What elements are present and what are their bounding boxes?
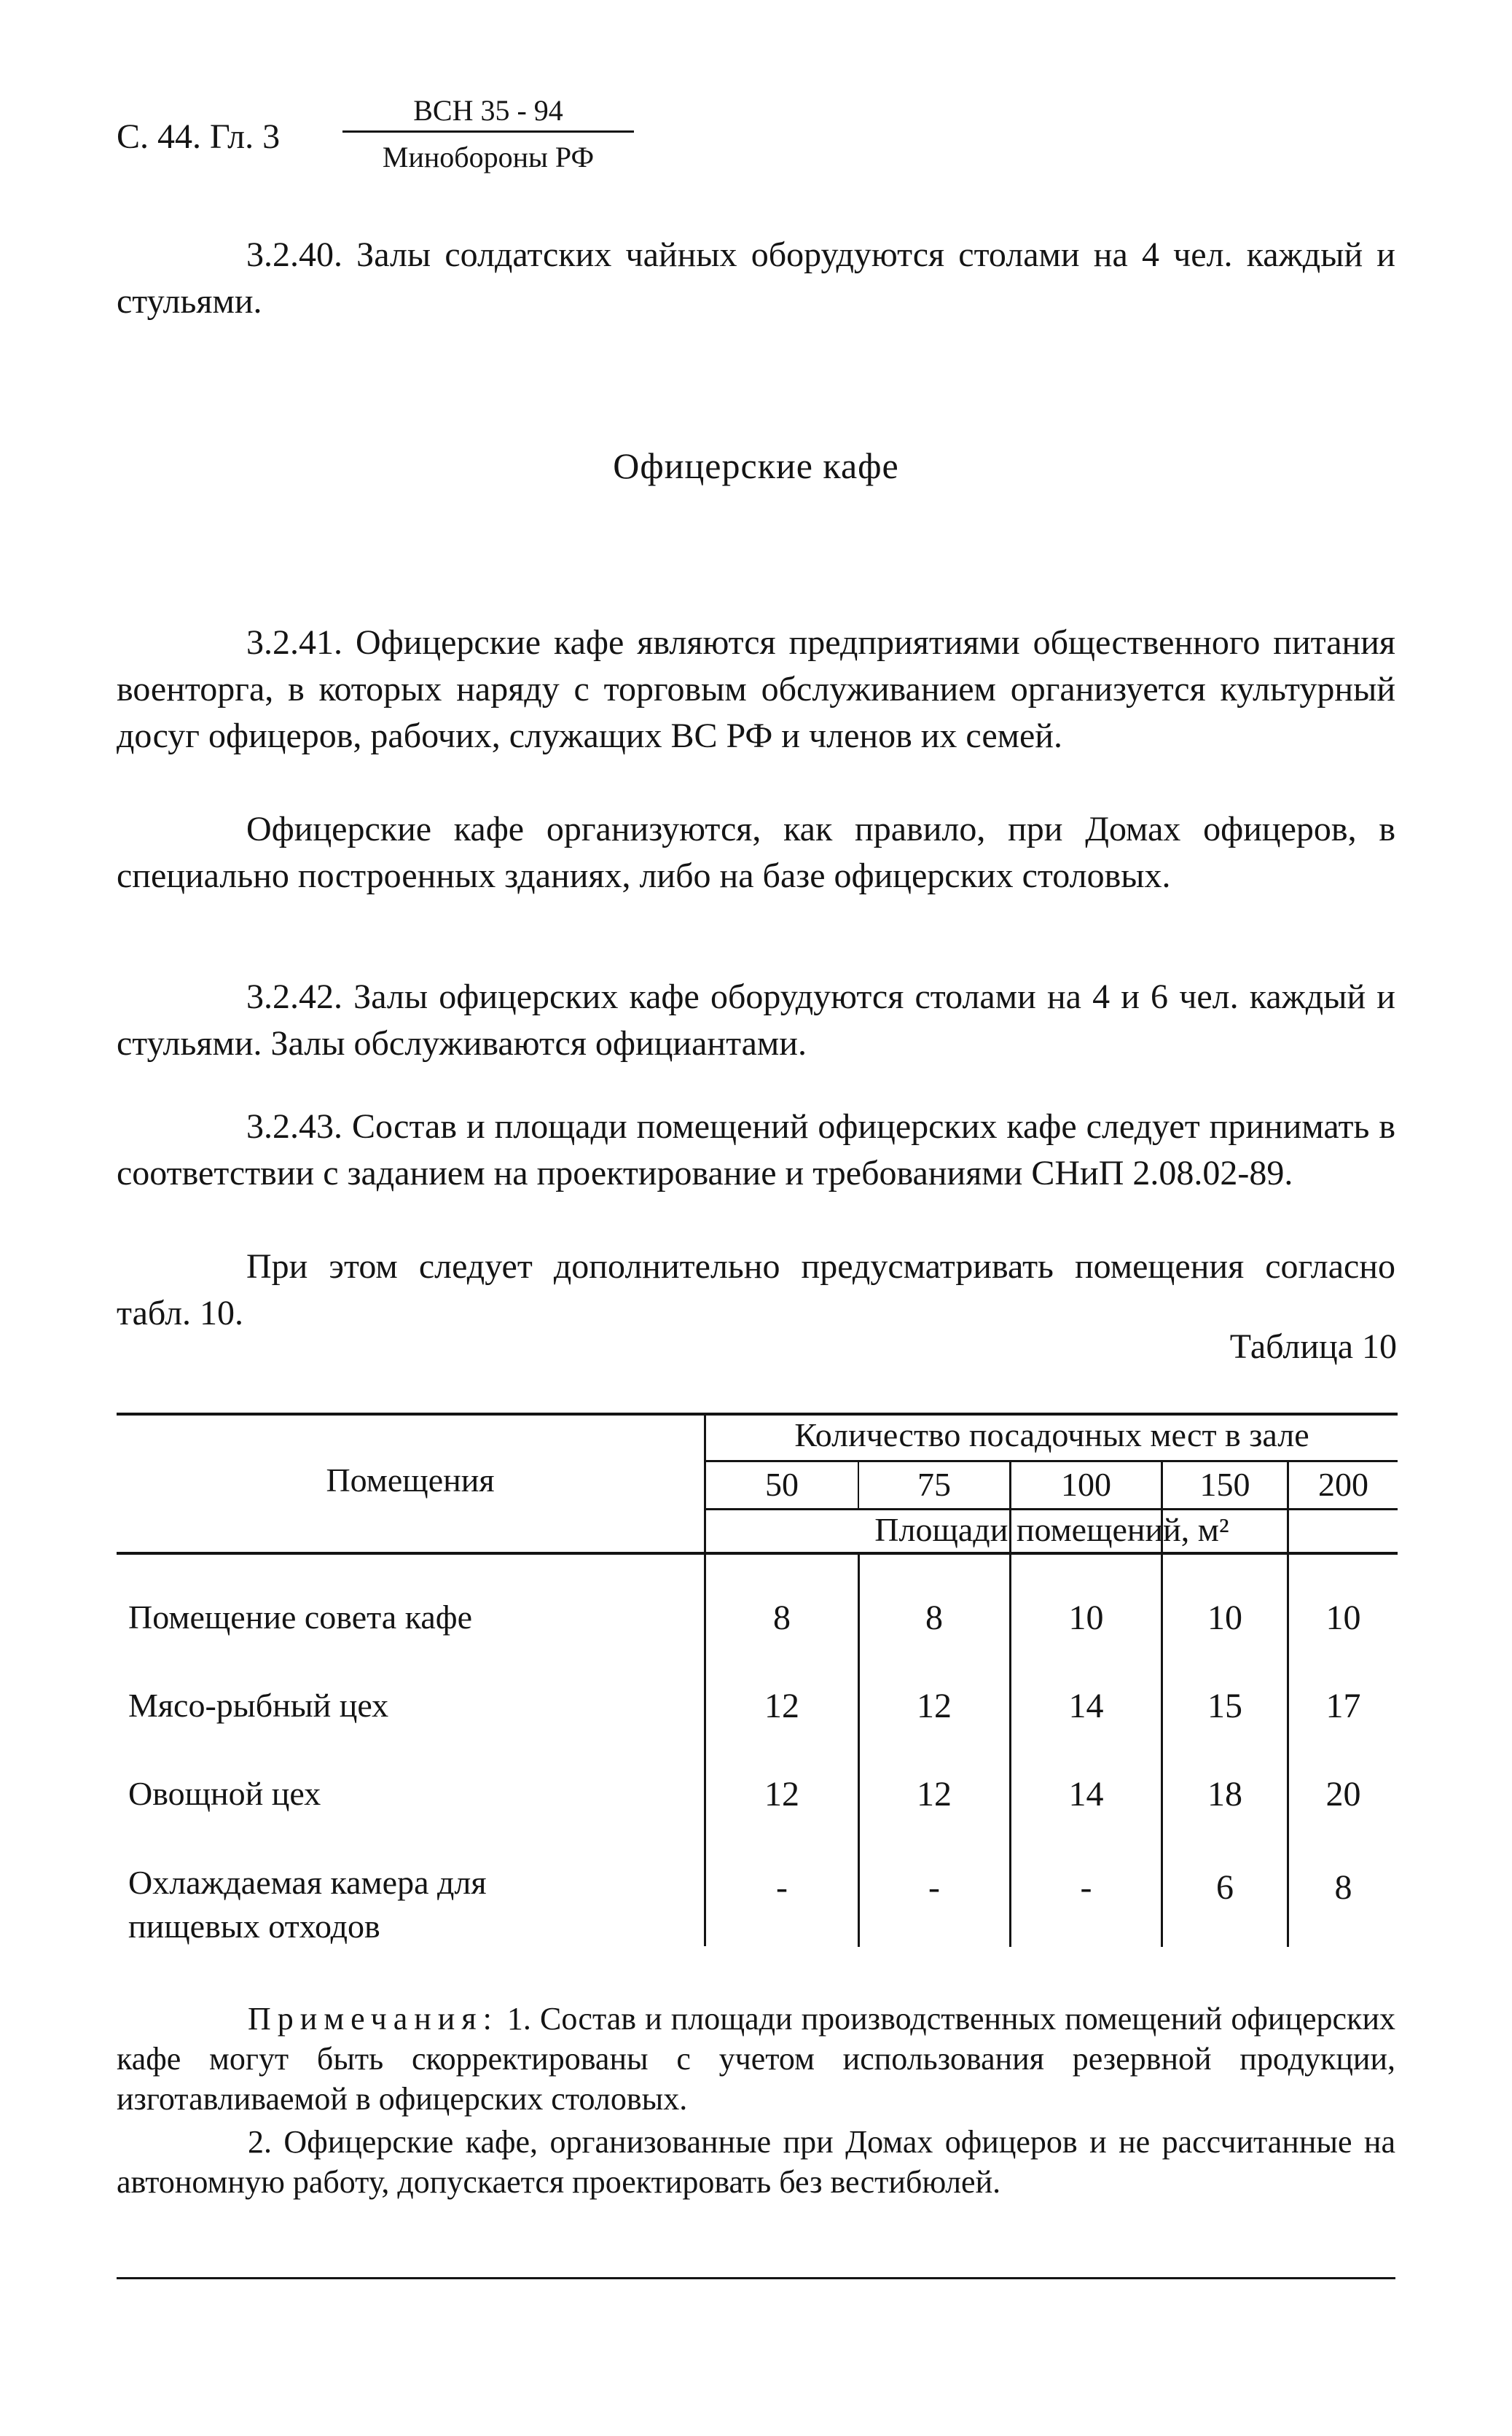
table-row-name: Овощной цех <box>128 1775 321 1812</box>
table-cell: 10 <box>1325 1598 1361 1637</box>
table-cell: 14 <box>1068 1687 1104 1725</box>
note-2: 2. Офицерские кафе, организованные при Домах офицеров и не рассчитанные на автономную работу, допускается проектировать без вестибюлей. <box>117 2124 1395 2200</box>
table-cell: 6 <box>1216 1868 1234 1907</box>
table-cell: 12 <box>917 1775 952 1814</box>
table-cell: 14 <box>1068 1775 1104 1814</box>
table-cell: 15 <box>1207 1687 1242 1725</box>
page-reference: С. 44. Гл. 3 <box>117 117 281 156</box>
document-code: ВСН 35 - 94 <box>342 93 634 133</box>
header-seats-rule <box>705 1460 1398 1462</box>
seat-count-100: 100 <box>1061 1466 1111 1503</box>
table-cell: 12 <box>764 1687 799 1725</box>
table-cell: 18 <box>1207 1775 1242 1814</box>
ministry-name: Минобороны РФ <box>382 141 595 173</box>
seat-count-50: 50 <box>765 1466 799 1503</box>
paragraph-3-2-40: 3.2.40. Залы солдатских чайных оборудуются столами на 4 чел. каждый и стульями. <box>117 235 1395 321</box>
table-cell: 10 <box>1207 1598 1242 1637</box>
table-cell: - <box>776 1868 788 1907</box>
table-cell: 12 <box>917 1687 952 1725</box>
seat-count-75: 75 <box>917 1466 951 1503</box>
table-cell: 10 <box>1068 1598 1104 1637</box>
table-cell: - <box>928 1868 940 1907</box>
table-row-name: Охлаждаемая камера для <box>128 1864 487 1901</box>
header-bottom-rule <box>117 1552 1398 1555</box>
table-cell: - <box>1080 1868 1092 1907</box>
table-row-name-cont: пищевых отходов <box>128 1908 380 1945</box>
header-area: Площади помещений, м² <box>874 1511 1229 1548</box>
table-row-name: Помещение совета кафе <box>128 1598 473 1636</box>
table-cell: 17 <box>1325 1687 1361 1725</box>
header-seats: Количество посадочных мест в зале <box>794 1416 1309 1453</box>
seat-count-150: 150 <box>1199 1466 1250 1503</box>
paragraph-3-2-41-cont: Офицерские кафе организуются, как правило, при Домах офицеров, в специально построенных зданиях, либо на базе офицерских столовых. <box>117 810 1395 895</box>
table-cell: 12 <box>764 1775 799 1814</box>
note-1-text: 1. Состав и площади производственных помещений офицерских кафе могут быть скорректированы с учетом использования резервной продукции, изготавливаемой в офицерских столовых. <box>117 2001 1396 2117</box>
section-title: Офицерские кафе <box>613 445 899 486</box>
table-cell: 20 <box>1325 1775 1361 1814</box>
paragraph-3-2-43: 3.2.43. Состав и площади помещений офицерских кафе следует принимать в соответствии с заданием на проектирование и требованиями СНиП 2.08.02-89. <box>117 1107 1395 1192</box>
paragraph-3-2-43-cont: При этом следует дополнительно предусматривать помещения согласно табл. 10. <box>117 1247 1395 1332</box>
note-1 <box>117 1999 1395 2119</box>
table-row-name: Мясо-рыбный цех <box>128 1687 389 1724</box>
table-cell: 8 <box>925 1598 943 1637</box>
paragraph-3-2-42: 3.2.42. Залы офицерских кафе оборудуются столами на 4 и 6 чел. каждый и стульями. Залы обслуживаются официантами. <box>117 977 1395 1063</box>
seat-count-200: 200 <box>1318 1466 1368 1503</box>
table-cell: 8 <box>773 1598 791 1637</box>
table-caption: Таблица 10 <box>1229 1327 1397 1366</box>
notes-label: Примечания: <box>248 2001 498 2037</box>
table-cell: 8 <box>1334 1868 1352 1907</box>
paragraph-3-2-41: 3.2.41. Офицерские кафе являются предприятиями общественного питания военторга, в которых наряду с торговым обслуживанием организуется культурный досуг офицеров, рабочих, служащих ВС РФ и членов их семей. <box>117 623 1395 755</box>
header-rooms: Помещения <box>326 1461 495 1499</box>
bottom-rule <box>117 2277 1395 2279</box>
